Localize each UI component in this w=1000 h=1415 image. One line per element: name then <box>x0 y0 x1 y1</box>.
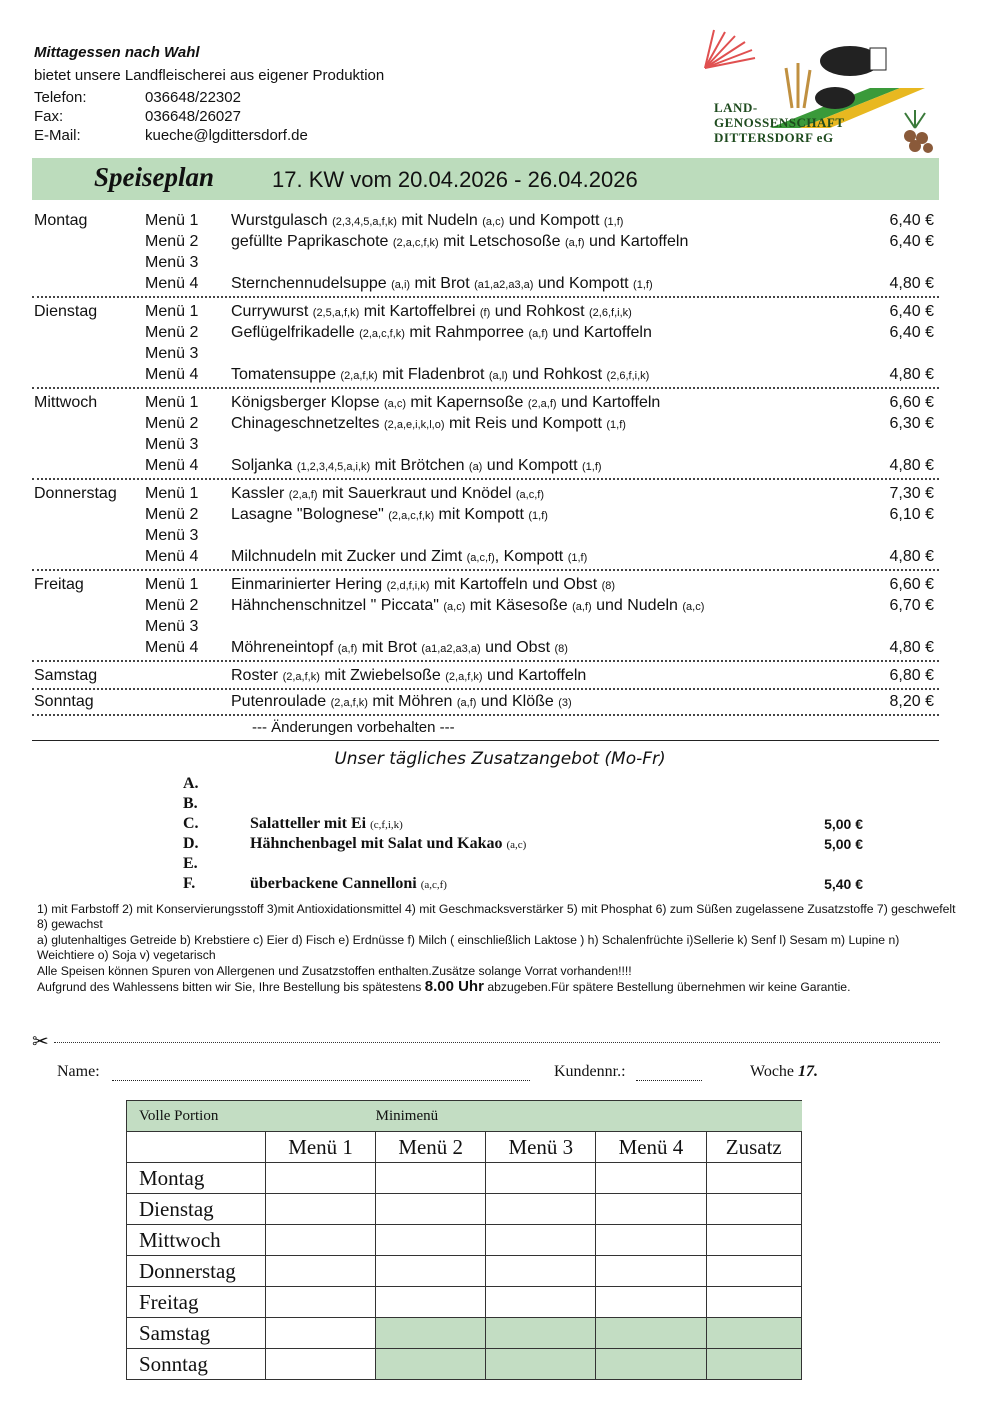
order-cell[interactable] <box>266 1194 376 1225</box>
menu-number: Menü 2 <box>145 233 199 250</box>
menu-row <box>32 434 939 455</box>
dish-description: Einmarinierter Hering (2,d,f,i,k) mit Kartoffeln und Obst (8) <box>231 576 616 593</box>
menu-number: Menü 3 <box>145 345 199 362</box>
order-day-label: Sonntag <box>127 1349 266 1380</box>
dish-description: Chinageschnetzeltes (2,a,e,i,k,l,o) mit Reis und Kompott (1,f) <box>231 415 626 432</box>
menu-number: Menü 2 <box>145 597 199 614</box>
dish-description: Putenroulade (2,a,f,k) mit Möhren (a,f) und Klöße (3) <box>231 693 572 710</box>
menu-row <box>32 210 939 231</box>
price: 6,40 € <box>889 303 934 320</box>
contact-value: 036648/22302 <box>145 89 241 106</box>
menu-row <box>32 364 939 385</box>
price: 6,60 € <box>889 394 934 411</box>
contact-label: Fax: <box>34 108 64 125</box>
extra-letter: B. <box>183 795 198 812</box>
menu-number: Menü 3 <box>145 618 199 635</box>
allergen-legend <box>37 902 957 995</box>
order-cell[interactable] <box>266 1163 376 1194</box>
banner-week: 17. KW vom 20.04.2026 - 26.04.2026 <box>272 167 638 192</box>
menu-row <box>32 252 939 273</box>
customer-input-line[interactable] <box>636 1066 702 1081</box>
header-full-portion: Volle Portion <box>127 1101 376 1132</box>
extra-item <box>183 794 883 814</box>
menu-number: Menü 3 <box>145 527 199 544</box>
dish-description: Tomatensuppe (2,a,f,k) mit Fladenbrot (a,l) und Rohkost (2,6,f,i,k) <box>231 366 650 383</box>
logo-text: LAND- GENOSSENSCHAFT DITTERSDORF eG <box>714 100 845 145</box>
menu-number: Menü 2 <box>145 506 199 523</box>
order-day-label: Freitag <box>127 1287 266 1318</box>
menu-number: Menü 1 <box>145 303 199 320</box>
order-cell[interactable] <box>596 1256 706 1287</box>
order-cell[interactable] <box>706 1194 802 1225</box>
price: 6,80 € <box>889 667 934 684</box>
menu-number: Menü 3 <box>145 436 199 453</box>
order-table <box>126 1100 802 1380</box>
menu-row <box>32 483 939 504</box>
menu-row <box>32 273 939 294</box>
order-cell[interactable] <box>376 1163 486 1194</box>
dish-description: Geflügelfrikadelle (2,a,c,f,k) mit Rahmporree (a,f) und Kartoffeln <box>231 324 652 341</box>
dish-description: Kassler (2,a,f) mit Sauerkraut und Knödel (a,c,f) <box>231 485 544 502</box>
day-separator <box>32 660 939 662</box>
order-cell[interactable] <box>376 1256 486 1287</box>
menu-number: Menü 4 <box>145 275 199 292</box>
order-cell[interactable] <box>706 1287 802 1318</box>
contact-phone <box>34 89 241 106</box>
order-day-label: Dienstag <box>127 1194 266 1225</box>
menu-number: Menü 1 <box>145 485 199 502</box>
menu-number: Menü 2 <box>145 324 199 341</box>
order-cell[interactable] <box>596 1225 706 1256</box>
menu-row <box>32 546 939 567</box>
order-cell[interactable] <box>266 1287 376 1318</box>
menu-row <box>32 301 939 322</box>
menu-row <box>32 665 939 686</box>
extra-name: Hähnchenbagel mit Salat und Kakao (a,c) <box>250 835 527 852</box>
contact-fax <box>34 108 241 125</box>
order-cell[interactable] <box>596 1287 706 1318</box>
traces-note: Alle Speisen können Spuren von Allergenen und Zusatzstoffen enthalten.Zusätze solange Vorrat vorhanden!!!! <box>37 963 632 978</box>
customer-label: Kundennr.: <box>554 1063 626 1080</box>
day-separator <box>32 478 939 480</box>
extra-item <box>183 774 883 794</box>
dish-description: Wurstgulasch (2,3,4,5,a,f,k) mit Nudeln (a,c) und Kompott (1,f) <box>231 212 624 229</box>
dish-description: Königsberger Klopse (a,c) mit Kapernsoße (2,a,f) und Kartoffeln <box>231 394 661 411</box>
extra-price: 5,00 € <box>824 836 863 852</box>
extra-item <box>183 854 883 874</box>
extra-name: überbackene Cannelloni (a,c,f) <box>250 875 447 892</box>
order-cell <box>376 1349 486 1380</box>
dish-description: Möhreneintopf (a,f) mit Brot (a1,a2,a3,a) und Obst (8) <box>231 639 568 656</box>
extra-letter: F. <box>183 875 196 892</box>
day-name: Mittwoch <box>34 394 98 411</box>
column-header: Menü 1 <box>266 1132 376 1163</box>
order-cell[interactable] <box>266 1256 376 1287</box>
extras-title: Unser tägliches Zusatzangebot (Mo-Fr) <box>334 749 666 769</box>
price: 7,30 € <box>889 485 934 502</box>
menu-row <box>32 231 939 252</box>
menu-number: Menü 1 <box>145 212 199 229</box>
name-input-line[interactable] <box>112 1066 530 1081</box>
order-cell <box>706 1318 802 1349</box>
contact-value[interactable]: kueche@lgdittersdorf.de <box>145 127 308 144</box>
menu-row <box>32 595 939 616</box>
menu-number: Menü 3 <box>145 254 199 271</box>
header-subtitle: bietet unsere Landfleischerei aus eigener Produktion <box>34 67 385 84</box>
menu-number: Menü 1 <box>145 576 199 593</box>
price: 6,40 € <box>889 324 934 341</box>
order-day-label: Montag <box>127 1163 266 1194</box>
dish-description: Soljanka (1,2,3,4,5,a,i,k) mit Brötchen (a) und Kompott (1,f) <box>231 457 602 474</box>
extra-name: Salatteller mit Ei (c,f,i,k) <box>250 815 403 832</box>
order-cell[interactable] <box>486 1194 596 1225</box>
speiseplan-banner <box>32 158 939 200</box>
order-day-label: Samstag <box>127 1318 266 1349</box>
extra-item <box>183 814 883 834</box>
menu-number: Menü 2 <box>145 415 199 432</box>
extra-price: 5,00 € <box>824 816 863 832</box>
extra-letter: E. <box>183 855 198 872</box>
allergens-legend: a) glutenhaltiges Getreide b) Krebstiere c) Eier d) Fisch e) Erdnüsse f) Milch ( einschließlich Laktose ) h) Schalenfrüchte i)Sellerie k) Senf l) Sesam m) Lupine n) Weichtiere o) Soja v) vegetarisch <box>37 932 900 963</box>
order-cell[interactable] <box>266 1225 376 1256</box>
column-header: Menü 3 <box>486 1132 596 1163</box>
menu-row <box>32 525 939 546</box>
menu-row <box>32 616 939 637</box>
price: 8,20 € <box>889 693 934 710</box>
order-cell[interactable] <box>486 1287 596 1318</box>
menu-row <box>32 637 939 658</box>
order-cell[interactable] <box>376 1287 486 1318</box>
menu-number: Menü 1 <box>145 394 199 411</box>
order-cell[interactable] <box>376 1225 486 1256</box>
menu-row <box>32 455 939 476</box>
extra-item <box>183 834 883 854</box>
price: 6,70 € <box>889 597 934 614</box>
extra-letter: A. <box>183 775 199 792</box>
dish-description: gefüllte Paprikaschote (2,a,c,f,k) mit Letschosoße (a,f) und Kartoffeln <box>231 233 689 250</box>
day-separator <box>32 387 939 389</box>
contact-label: E-Mail: <box>34 127 81 144</box>
column-header <box>127 1132 266 1163</box>
day-name: Samstag <box>34 667 98 684</box>
day-name: Montag <box>34 212 88 229</box>
scissors-icon: ✂ <box>32 1031 49 1053</box>
dish-description: Currywurst (2,5,a,f,k) mit Kartoffelbrei (f) und Rohkost (2,6,f,i,k) <box>231 303 632 320</box>
menu-row <box>32 392 939 413</box>
day-separator <box>32 569 939 571</box>
order-cell[interactable] <box>706 1256 802 1287</box>
day-separator <box>32 688 939 690</box>
price: 4,80 € <box>889 639 934 656</box>
price: 6,30 € <box>889 415 934 432</box>
menu-row <box>32 413 939 434</box>
order-cell <box>486 1318 596 1349</box>
day-name: Dienstag <box>34 303 98 320</box>
dish-description: Roster (2,a,f,k) mit Zwiebelsoße (2,a,f,k) und Kartoffeln <box>231 667 587 684</box>
menu-row <box>32 691 939 712</box>
day-separator <box>32 296 939 298</box>
order-cell[interactable] <box>486 1163 596 1194</box>
order-row <box>127 1349 802 1380</box>
order-day-label: Mittwoch <box>127 1225 266 1256</box>
menu-row <box>32 504 939 525</box>
week-label: Woche <box>750 1063 795 1080</box>
menu-number: Menü 4 <box>145 366 199 383</box>
menu-number: Menü 4 <box>145 457 199 474</box>
contact-email <box>34 127 308 144</box>
order-cell <box>596 1318 706 1349</box>
banner-title: Speiseplan <box>94 162 215 192</box>
order-row <box>127 1287 802 1318</box>
order-cell <box>596 1349 706 1380</box>
extra-item <box>183 874 883 894</box>
header-mini-menu: Minimenü <box>376 1101 802 1132</box>
order-cell <box>706 1349 802 1380</box>
menu-row <box>32 574 939 595</box>
order-cell[interactable] <box>706 1163 802 1194</box>
order-row <box>127 1163 802 1194</box>
dish-description: Milchnudeln mit Zucker und Zimt (a,c,f), Kompott (1,f) <box>231 548 588 565</box>
cut-line <box>32 1032 940 1052</box>
week-value: 17. <box>798 1063 819 1080</box>
changes-note: --- Änderungen vorbehalten --- <box>252 719 455 736</box>
menu-row <box>32 322 939 343</box>
order-cell[interactable] <box>486 1225 596 1256</box>
column-header: Zusatz <box>706 1132 802 1163</box>
column-header: Menü 4 <box>596 1132 706 1163</box>
order-row <box>127 1318 802 1349</box>
order-cell <box>376 1318 486 1349</box>
price: 6,60 € <box>889 576 934 593</box>
price: 4,80 € <box>889 457 934 474</box>
dish-description: Hähnchenschnitzel " Piccata" (a,c) mit Käsesoße (a,f) und Nudeln (a,c) <box>231 597 705 614</box>
order-row <box>127 1225 802 1256</box>
order-day-label: Donnerstag <box>127 1256 266 1287</box>
extra-letter: C. <box>183 815 199 832</box>
day-name: Sonntag <box>34 693 94 710</box>
week-field <box>750 1063 818 1081</box>
day-name: Donnerstag <box>34 485 117 502</box>
order-cell[interactable] <box>266 1318 376 1349</box>
price: 6,10 € <box>889 506 934 523</box>
extra-letter: D. <box>183 835 199 852</box>
day-name: Freitag <box>34 576 84 593</box>
header-title: Mittagessen nach Wahl <box>34 44 200 61</box>
order-cell[interactable] <box>596 1163 706 1194</box>
dish-description: Sternchennudelsuppe (a,i) mit Brot (a1,a2,a3,a) und Kompott (1,f) <box>231 275 653 292</box>
order-cell[interactable] <box>266 1349 376 1380</box>
order-cell <box>486 1349 596 1380</box>
menu-row <box>32 343 939 364</box>
logo <box>700 28 940 158</box>
order-deadline-note: Aufgrund des Wahlessens bitten wir Sie, Ihre Bestellung bis spätestens 8.00 Uhr abzugeben.Für spätere Bestellung übernehmen wir keine Garantie. <box>37 978 851 996</box>
order-cell[interactable] <box>486 1256 596 1287</box>
price: 4,80 € <box>889 275 934 292</box>
customer-number-field[interactable] <box>554 1063 702 1081</box>
order-columns <box>127 1132 802 1163</box>
column-header: Menü 2 <box>376 1132 486 1163</box>
order-cell[interactable] <box>596 1194 706 1225</box>
order-row <box>127 1256 802 1287</box>
order-cell[interactable] <box>706 1225 802 1256</box>
additives-legend: 1) mit Farbstoff 2) mit Konservierungsstoff 3)mit Antioxidationsmittel 4) mit Geschmacksverstärker 5) mit Phosphat 6) zum Süßen zugelassene Zusatzstoffe 7) geschwefelt 8) gewachst <box>37 902 956 932</box>
divider <box>32 740 939 741</box>
price: 6,40 € <box>889 233 934 250</box>
extra-price: 5,40 € <box>824 876 863 892</box>
name-label: Name: <box>57 1063 100 1080</box>
contact-label: Telefon: <box>34 89 87 106</box>
name-field[interactable] <box>57 1063 530 1081</box>
order-cell[interactable] <box>376 1194 486 1225</box>
menu-number: Menü 4 <box>145 639 199 656</box>
order-row <box>127 1194 802 1225</box>
day-separator <box>32 714 939 716</box>
price: 4,80 € <box>889 366 934 383</box>
menu-number: Menü 4 <box>145 548 199 565</box>
price: 4,80 € <box>889 548 934 565</box>
dish-description: Lasagne "Bolognese" (2,a,c,f,k) mit Kompott (1,f) <box>231 506 548 523</box>
price: 6,40 € <box>889 212 934 229</box>
contact-value: 036648/26027 <box>145 108 241 125</box>
